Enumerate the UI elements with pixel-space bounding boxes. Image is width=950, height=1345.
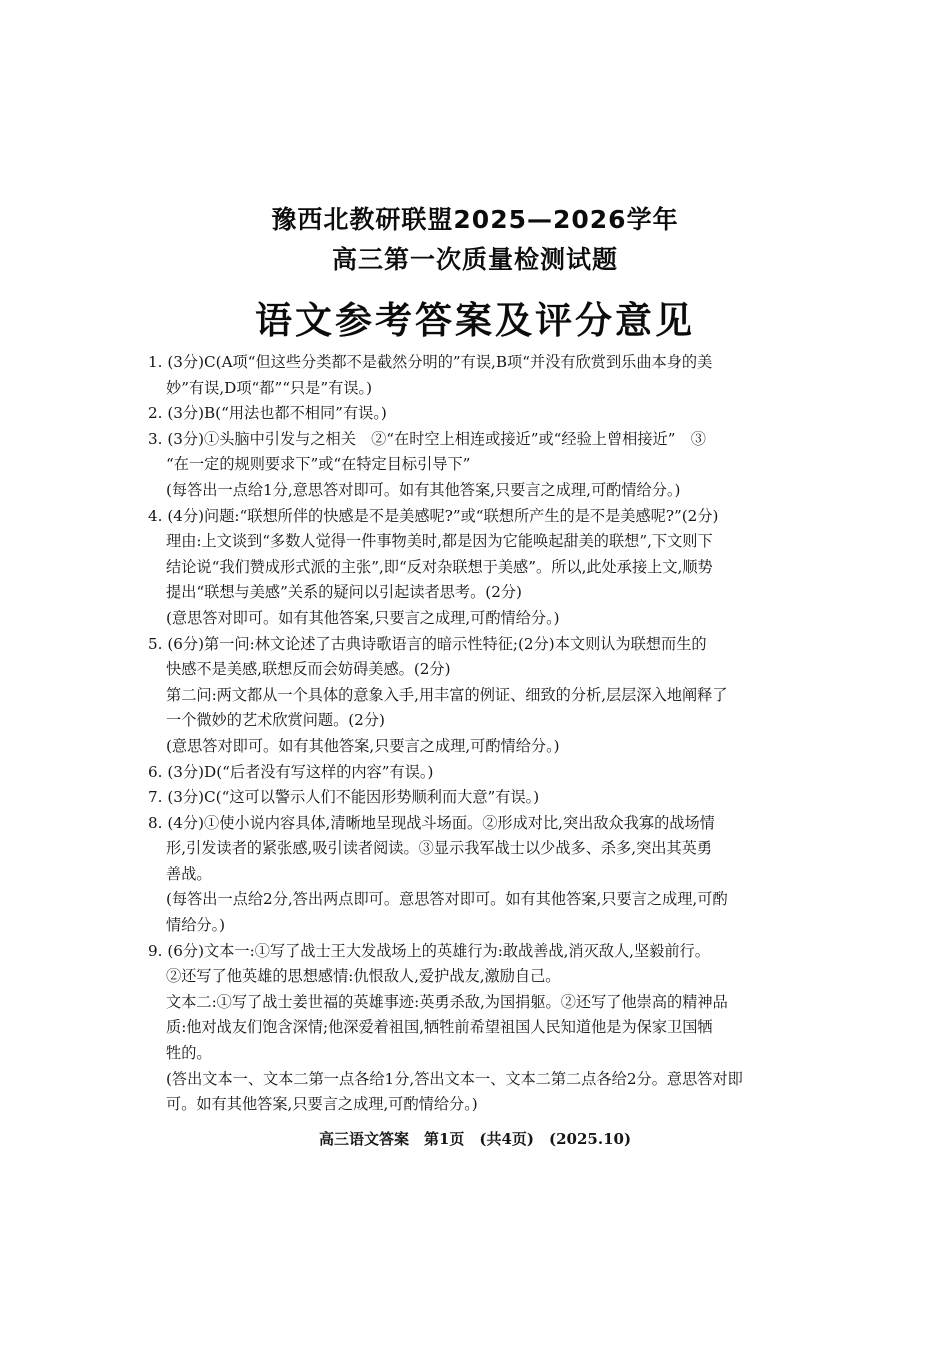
scoring-note: (意思答对即可。如有其他答案,只要言之成理,可酌情给分。) — [166, 608, 560, 627]
scoring-note: (答出文本一、文本二第一点各给1分,答出文本一、文本二第二点各给2分。意思答对即 — [166, 1069, 743, 1088]
answer-line: 1. (3分)C(A项“但这些分类都不是截然分明的”有误,B项“并没有欣赏到乐曲本身的美 — [148, 353, 713, 371]
answer-line: 3. (3分)①头脑中引发与之相关 ②“在时空上相连或接近”或“经验上曾相接近” ③ — [148, 429, 706, 448]
page-footer: 高三语文答案 第1页 (共4页) (2025.10) — [318, 1130, 632, 1148]
answer-line: 9. (6分)文本一:①写了战士王大发战场上的英雄行为:敢战善战,消灭敌人,坚毅前行。 — [148, 941, 710, 960]
answer-line: 结论说“我们赞成形式派的主张”,即“反对杂联想于美感”。所以,此处承接上文,顺势 — [166, 557, 713, 576]
answer-line: 一个微妙的艺术欣赏问题。(2分) — [166, 711, 385, 730]
answer-line: 2. (3分)B(“用法也都不相同”有误。) — [148, 404, 387, 423]
answer-item-8 — [148, 811, 803, 939]
answer-line: 7. (3分)C(“这可以警示人们不能因形势顺利而大意”有误。) — [148, 788, 540, 807]
answer-line: 4. (4分)问题:“联想所伴的快感是不是美感呢?”或“联想所产生的是不是美感呢?”(2分) — [148, 506, 719, 525]
scoring-note: 可。如有其他答案,只要言之成理,可酌情给分。) — [166, 1095, 478, 1114]
exam-union-title: 豫西北教研联盟2025—2026学年 — [271, 205, 679, 234]
answer-line: 8. (4分)①使小说内容具体,清晰地呈现战斗场面。②形成对比,突出敌众我寡的战场情 — [148, 813, 715, 832]
answer-item-4 — [148, 504, 803, 632]
scoring-note: (每答出一点给1分,意思答对即可。如有其他答案,只要言之成理,可酌情给分。) — [166, 480, 681, 499]
answer-line: 质:他对战友们饱含深情;他深爱着祖国,牺牲前希望祖国人民知道他是为保家卫国牺 — [166, 1018, 713, 1037]
scoring-note: 情给分。) — [166, 916, 226, 935]
answers-body — [148, 350, 803, 1118]
document-title: 语文参考答案及评分意见 — [255, 299, 695, 342]
answer-line: “在一定的规则要求下”或“在特定目标引导下” — [166, 455, 471, 474]
scoring-note: (意思答对即可。如有其他答案,只要言之成理,可酌情给分。) — [166, 736, 560, 755]
exam-name-title: 高三第一次质量检测试题 — [331, 245, 618, 274]
answer-item-1 — [148, 350, 803, 401]
answer-line: 形,引发读者的紧张感,吸引读者阅读。③显示我军战士以少战多、杀多,突出其英勇 — [166, 839, 713, 858]
answer-line: 快感不是美感,联想反而会妨碍美感。(2分) — [166, 660, 451, 679]
answer-line: 5. (6分)第一问:林文论述了古典诗歌语言的暗示性特征;(2分)本文则认为联想而生的 — [148, 634, 707, 653]
answer-item-7 — [148, 785, 803, 811]
answer-line: ②还写了他英雄的思想感情:仇恨敌人,爱护战友,激励自己。 — [166, 967, 561, 986]
answer-item-6 — [148, 760, 803, 786]
answer-line: 善战。 — [166, 864, 212, 883]
answer-item-9 — [148, 939, 803, 1118]
scoring-note: (每答出一点给2分,答出两点即可。意思答对即可。如有其他答案,只要言之成理,可酌 — [166, 890, 728, 909]
answer-item-2 — [148, 401, 803, 427]
answer-line: 妙”有误,D项“都”“只是”有误。) — [166, 378, 373, 397]
answer-item-3 — [148, 427, 803, 504]
answer-item-5 — [148, 632, 803, 760]
answer-line: 提出“联想与美感”关系的疑问以引起读者思考。(2分) — [166, 583, 522, 602]
answer-line: 文本二:①写了战士姜世福的英雄事迹:英勇杀敌,为国捐躯。②还写了他崇高的精神品 — [166, 992, 728, 1011]
answer-line: 牲的。 — [166, 1044, 212, 1063]
answer-line: 6. (3分)D(“后者没有写这样的内容”有误。) — [148, 762, 434, 781]
answer-line: 第二问:两文都从一个具体的意象入手,用丰富的例证、细致的分析,层层深入地阐释了 — [166, 685, 728, 704]
answer-line: 理由:上文谈到“多数人觉得一件事物美时,都是因为它能唤起甜美的联想”,下文则下 — [166, 532, 713, 551]
